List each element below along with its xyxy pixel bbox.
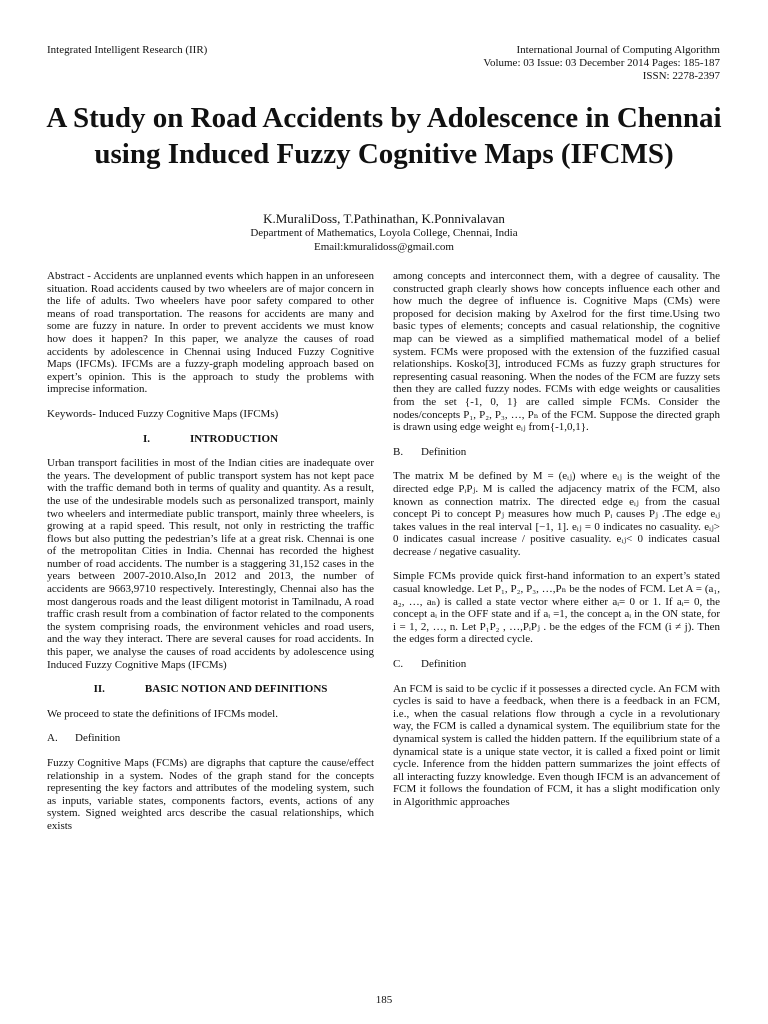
subsection-title: Definition	[75, 732, 121, 745]
author-names: K.MuraliDoss, T.Pathinathan, K.Ponnivalavan	[263, 211, 505, 226]
definition-b2-paragraph: Simple FCMs provide quick first-hand information to an expert’s stated casual knowledge. Let P₁, P₂, P₃, …,Pₙ be the nodes of FCM. Let A = (a₁, a₂, …, aₙ) is called a state vector where either aᵢ= 0 or 1. If aᵢ= 0, the concept aᵢ in the OFF state and if aᵢ =1, the concept aᵢ in the ON state, for i = 1, 2, …, n. Let P₁P₂ , …,PᵢPⱼ . be the edges of the FCM (i ≠ j). Then the edges form a directed cycle.	[393, 570, 720, 646]
abstract: Abstract - Accidents are unplanned events which happen in an unforeseen situation. Road accidents caused by two wheelers are of major concern in the life of adults. Two wheelers have poor safety compared to other means of road transportation. The reasons for accidents are many and some are fuzzy in nature. In order to prevent accidents we must know how does it happen? In this paper, we analyze the causes of road accidents by adolescence in Chennai using Induced Fuzzy Cognitive Maps (IFCMs). IFCMs are a fuzzy-graph modeling approach based on expert’s opinion. This is the approach to study the problems with imprecise information.	[47, 270, 374, 396]
subsection-number: A.	[47, 732, 58, 745]
subsection-number: B.	[393, 445, 404, 458]
section-heading-introduction	[47, 433, 374, 446]
paper-title: A Study on Road Accidents by Adolescence in Chennai using Induced Fuzzy Cognitive Maps (IFCMS)	[46, 102, 722, 170]
subsection-title: Definition	[421, 658, 467, 671]
section-title: INTRODUCTION	[190, 432, 279, 445]
definition-a-paragraph: Fuzzy Cognitive Maps (FCMs) are digraphs that capture the cause/effect relationship in a system. Nodes of the graph stand for the concepts representing the key factors and attributes of the modeling system, such as inputs, variable states, components factors, events, actions of any system. Signed weighted arcs describe the casual relationships, which exists	[47, 757, 374, 832]
section-intro-paragraph: We proceed to state the definitions of IFCMs model.	[47, 707, 278, 720]
keywords: Keywords- Induced Fuzzy Cognitive Maps (IFCMs)	[47, 407, 279, 420]
author-affiliation: Department of Mathematics, Loyola College, Chennai, India	[250, 227, 518, 239]
continuation-paragraph: among concepts and interconnect them, with a degree of causality. The constructed graph clearly shows how concepts influence each other and how much the degree of influence is. Cognitive Maps (CMs) were proposed for decision making by Axelrod for the first time.Using two basic types of elements; concepts and casual relationship, the cognitive map can be viewed as a simplified mathematical model of a belief system. FCMs were proposed with the extension of the fuzzified casual relationships. Kosko[3], introduced FCMs as fuzzy graph structures for representing casual reasoning. When the nodes of the FCM are fuzzy sets then they are called fuzzy nodes. FCMs with edge weights or causalities from the set {-1, 0, 1} are called simple FCMs. Consider the nodes/concepts P₁, P₂, P₃, …, Pₙ of the FCM. Suppose the directed graph is drawn using edge weight eᵢⱼ from{-1,0,1}.	[393, 270, 720, 434]
author-block	[0, 212, 768, 254]
introduction-paragraph: Urban transport facilities in most of the Indian cities are inadequate over the years. The development of public transport system has not kept pace with the traffic demand both in terms of quality and quantity. As a result, the use of the undesirable models such as personalized transport, mainly two wheelers and intermediate public transport, mainly three wheelers, is growing at a rapid speed. This result, not only in restricting the traffic flows but also putting the pedestrian’s life at a great risk. Chennai is one of the metropolitan Cities in India. Chennai has recorded the highest number of road accidents. The number is a staggering 31,152 cases in the years between 2007-2010.Also,In 2012 and 2013, the number of accidents are 9663,9710 respectively. Interestingly, Chennai also has the most dangerous roads and the least diligent motorist in Tamilnadu, A road traffic crash result from a combination of factor related to the components the system comprising roads, the environment vehicles and road users, and the way they interact. There are several causes for road accidents. In this paper, we analyse the causes of road accidents by adolescence using Induced Fuzzy Cognitive Maps (IFCMs)	[47, 457, 374, 671]
definition-b-paragraph: The matrix M be defined by M = (eᵢⱼ) where eᵢⱼ is the weight of the directed edge PᵢPⱼ. M is called the adjacency matrix of the FCM, also known as connection matrix. The directed edge eᵢⱼ from the casual concept Pi to concept Pⱼ measures how much Pᵢ causes Pⱼ .The edge eᵢⱼ takes values in the real interval [−1, 1]. eᵢⱼ = 0 indicates no casuality. eᵢⱼ> 0 indicates casual increase / positive casuality. eᵢⱼ< 0 indicates casual decrease / negative casuality.	[393, 470, 720, 558]
subsection-heading-b	[393, 446, 720, 459]
journal-publisher: Integrated Intelligent Research (IIR)	[47, 44, 208, 56]
section-number: II.	[93, 683, 105, 696]
subsection-title: Definition	[421, 445, 467, 458]
journal-info	[483, 44, 720, 83]
definition-c-paragraph: An FCM is said to be cyclic if it possesses a directed cycle. An FCM with cycles is said to have a feedback, when there is a feedback in an FCM, i.e., when the casual relations flow through a cycle in a revolutionary way, the FCM is called a dynamical system. The equilibrium state for the dynamical system is called the hidden pattern. If the equilibrium state of a dynamical state is a unique state vector, it is called a fixed point or limit cycle. Inference from the hidden pattern summarizes the joint effects of all interacting fuzzy knowledge. Even though IFCM is an advancement of FCM it follows the foundation of FCM, it has a slight modification only in Algorithmic approaches	[393, 682, 720, 808]
journal-volume: Volume: 03 Issue: 03 December 2014 Pages: 185-187	[483, 57, 720, 69]
section-number: I.	[142, 432, 150, 445]
section-title: BASIC NOTION AND DEFINITIONS	[144, 683, 328, 696]
subsection-heading-a	[47, 732, 374, 745]
journal-issn: ISSN: 2278-2397	[642, 70, 720, 82]
author-email: Email:kmuralidoss@gmail.com	[314, 241, 454, 253]
right-column	[393, 270, 720, 821]
left-column	[47, 270, 374, 845]
page-number: 185	[375, 994, 393, 1006]
journal-name: International Journal of Computing Algorithm	[516, 44, 720, 56]
subsection-heading-c	[393, 658, 720, 671]
subsection-number: C.	[393, 658, 404, 671]
section-heading-basic-notion	[47, 683, 374, 696]
